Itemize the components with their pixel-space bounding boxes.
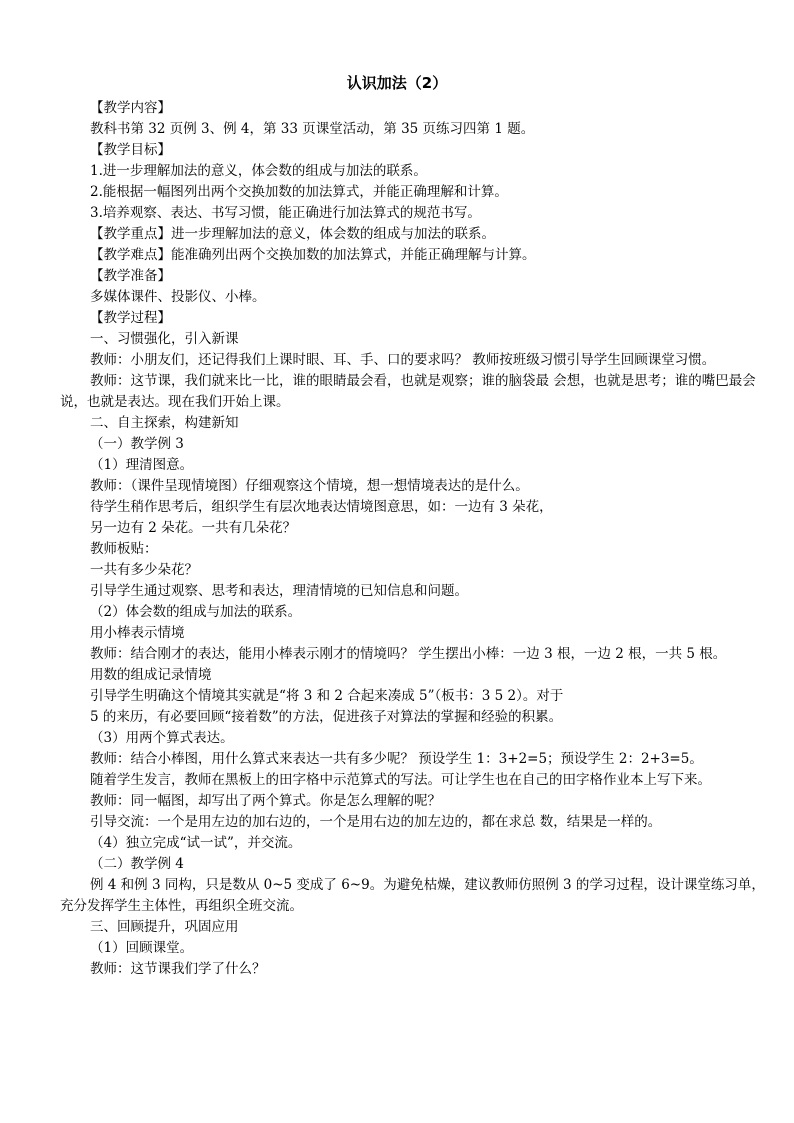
paragraph: 随着学生发言，教师在黑板上的田字格中示范算式的写法。可让学生也在自己的田字格作业本上写下来。 (90, 772, 711, 788)
paragraph: 教师：（课件呈现情境图）仔细观察这个情境，想一想情境表达的是什么。 (90, 478, 529, 494)
section-heading: 【教学目标】 (90, 142, 171, 158)
subsection-heading: 三、回顾提升，巩固应用 (90, 919, 239, 935)
paragraph: 例 4 和例 3 同构，只是数从 0~5 变成了 6~9。为避免枯燥，建议教师仿照例 3 的学习过程，设计课堂练习单，充分发挥学生主体性，再组织全班交流。 (60, 877, 765, 914)
subsection-heading: （二）教学例 4 (90, 856, 184, 872)
paragraph: 教师：同一幅图，却写出了两个算式。你是怎么理解的呢？ (90, 793, 441, 809)
paragraph: 教师：结合刚才的表达，能用小棒表示刚才的情境吗？ 学生摆出小棒：一边 3 根，一边 2 根，一共 5 根。 (90, 646, 727, 662)
subsection-heading: 一、习惯强化，引入新课 (90, 331, 239, 347)
paragraph: 1.进一步理解加法的意义，体会数的组成与加法的联系。 (90, 163, 427, 179)
paragraph: 引导学生通过观察、思考和表达，理清情境的已知信息和问题。 (90, 583, 468, 599)
paragraph: 待学生稍作思考后，组织学生有层次地表达情境图意思，如：一边有 3 朵花， (90, 499, 553, 515)
section-heading: 【教学过程】 (90, 310, 171, 326)
paragraph: 5 的来历，有必要回顾“接着数”的方法，促进孩子对算法的掌握和经验的积累。 (90, 709, 563, 725)
paragraph: 另一边有 2 朵花。一共有几朵花？ (90, 520, 297, 536)
paragraph: 教科书第 32 页例 3、例 4，第 33 页课堂活动，第 35 页练习四第 1 题。 (90, 121, 535, 137)
section-heading: 【教学准备】 (90, 268, 171, 284)
paragraph: 教师：小朋友们，还记得我们上课时眼、耳、手、口的要求吗？ 教师按班级习惯引导学生回顾课堂习惯。 (90, 352, 716, 368)
document-title: 认识加法（2） (346, 74, 448, 92)
paragraph: （2）体会数的组成与加法的联系。 (90, 604, 302, 620)
paragraph: 引导学生明确这个情境其实就是“将 3 和 2 合起来凑成 5”（板书：3 5 2）。对于 (90, 688, 564, 704)
paragraph: 3.培养观察、表达、书写习惯，能正确进行加法算式的规范书写。 (90, 205, 481, 221)
section-heading: 【教学内容】 (90, 100, 171, 116)
paragraph: 教师：结合小棒图，用什么算式来表达一共有多少呢？ 预设学生 1：3+2=5；预设学生 2：2+3=5。 (90, 751, 703, 767)
paragraph: 用小棒表示情境 (90, 625, 185, 641)
paragraph: 【教学难点】能准确列出两个交换加数的加法算式，并能正确理解与计算。 (90, 247, 536, 263)
paragraph: 一共有多少朵花？ (90, 562, 198, 578)
paragraph: 教师：这节课，我们就来比一比，谁的眼睛最会看，也就是观察；谁的脑袋最 会想，也就是思考；谁的嘴巴最会说，也就是表达。现在我们开始上课。 (60, 373, 756, 410)
paragraph: 多媒体课件、投影仪、小棒。 (90, 289, 266, 305)
paragraph: （4）独立完成“试一试”，并交流。 (90, 835, 302, 851)
paragraph: 用数的组成记录情境 (90, 667, 212, 683)
paragraph: （3）用两个算式表达。 (90, 730, 234, 746)
paragraph: 教师板贴： (90, 541, 158, 557)
paragraph: 教师：这节课我们学了什么？ (90, 961, 266, 977)
paragraph: 引导交流：一个是用左边的加右边的，一个是用右边的加左边的，都在求总 数，结果是一样的。 (90, 814, 662, 830)
paragraph: （1）回顾课堂。 (90, 940, 194, 956)
subsection-heading: （一）教学例 3 (90, 436, 184, 452)
paragraph: 【教学重点】进一步理解加法的意义，体会数的组成与加法的联系。 (90, 226, 495, 242)
paragraph: （1）理清图意。 (90, 457, 194, 473)
document-body (60, 98, 770, 980)
subsection-heading: 二、自主探索，构建新知 (90, 415, 239, 431)
paragraph: 2.能根据一幅图列出两个交换加数的加法算式，并能正确理解和计算。 (90, 184, 508, 200)
